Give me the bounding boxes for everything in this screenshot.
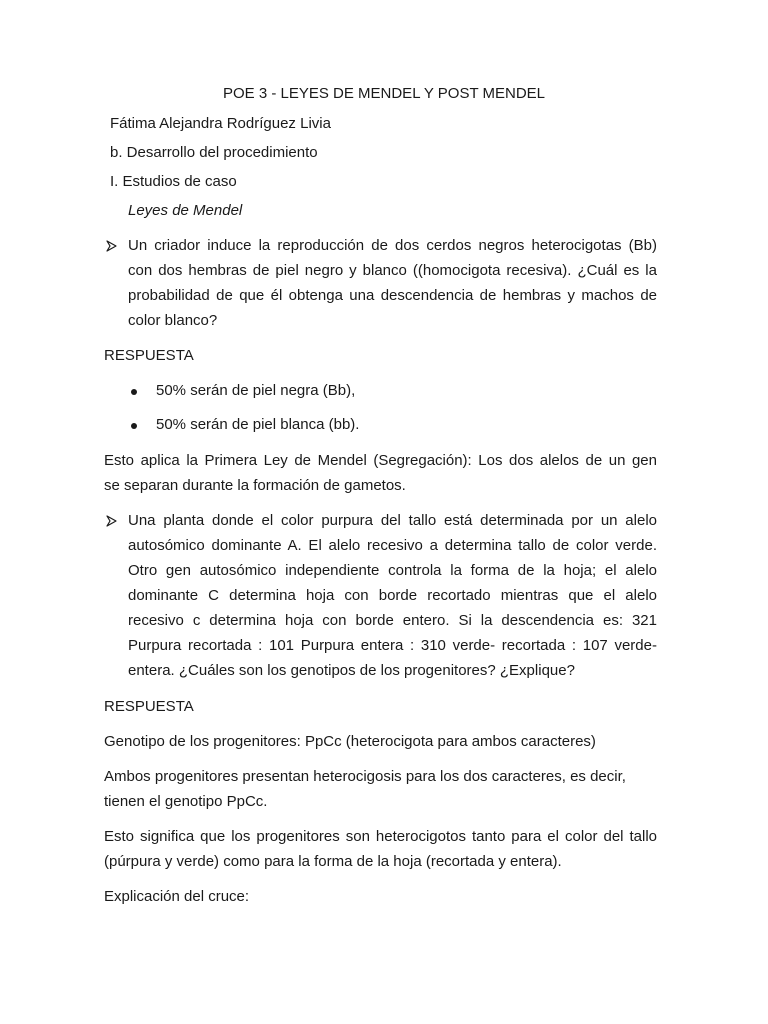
answer2-paragraph-line: (púrpura y verde) como para la forma de la hoja (recortada y entera). [104,853,562,870]
question2-line: Purpura recortada : 101 Purpura entera : 310 verde- recortada : 107 verde- [128,637,657,654]
section-heading-i: I. Estudios de caso [110,173,237,190]
question1-line: con dos hembras de piel negro y blanco ((homocigota recesiva). ¿Cuál es la [128,262,657,279]
answer1-bullet: 50% serán de piel negra (Bb), [156,382,356,399]
question2-line: recesivo c determina hoja con borde entero. Si la descendencia es: 321 [128,612,657,629]
question2-line: Una planta donde el color purpura del tallo está determinada por un alelo [128,512,657,529]
question2-line: dominante C determina hoja con borde recortado mientras que el alelo [128,587,657,604]
arrow-bullet-icon [104,237,120,255]
subsection-heading: Leyes de Mendel [128,202,243,219]
arrow-bullet-icon [104,512,120,530]
bullet-dot-icon [131,423,137,429]
question1-line: Un criador induce la reproducción de dos cerdos negros heterocigotas (Bb) [128,237,657,254]
question2-line: Otro gen autosómico independiente controla la forma de la hoja; el alelo [128,562,657,579]
answer2-genotype: Genotipo de los progenitores: PpCc (heterocigota para ambos caracteres) [104,733,596,750]
answer1-explanation-line: Esto aplica la Primera Ley de Mendel (Segregación): Los dos alelos de un gen [104,452,657,469]
question2-line: entera. ¿Cuáles son los genotipos de los progenitores? ¿Explique? [128,662,575,679]
author-name: Fátima Alejandra Rodríguez Livia [110,115,331,132]
answer2-paragraph-line: Esto significa que los progenitores son heterocigotos tanto para el color del tallo [104,828,657,845]
answer2-paragraph-line: Ambos progenitores presentan heterocigosis para los dos caracteres, es decir, [104,768,626,785]
document-title: POE 3 - LEYES DE MENDEL Y POST MENDEL [222,85,546,102]
answer1-explanation-line: se separan durante la formación de gametos. [104,477,406,494]
cross-explanation-heading: Explicación del cruce: [104,888,250,905]
question2-line: autosómico dominante A. El alelo recesivo a determina tallo de color verde. [128,537,657,554]
answer2-heading: RESPUESTA [104,698,194,715]
question1-line: probabilidad de que él obtenga una descendencia de hembras y machos de [128,287,657,304]
answer2-paragraph-line: tienen el genotipo PpCc. [104,793,268,810]
answer1-heading: RESPUESTA [104,347,194,364]
section-heading-b: b. Desarrollo del procedimiento [110,144,318,161]
answer1-bullet: 50% serán de piel blanca (bb). [156,416,360,433]
bullet-dot-icon [131,389,137,395]
question1-line: color blanco? [128,312,218,329]
